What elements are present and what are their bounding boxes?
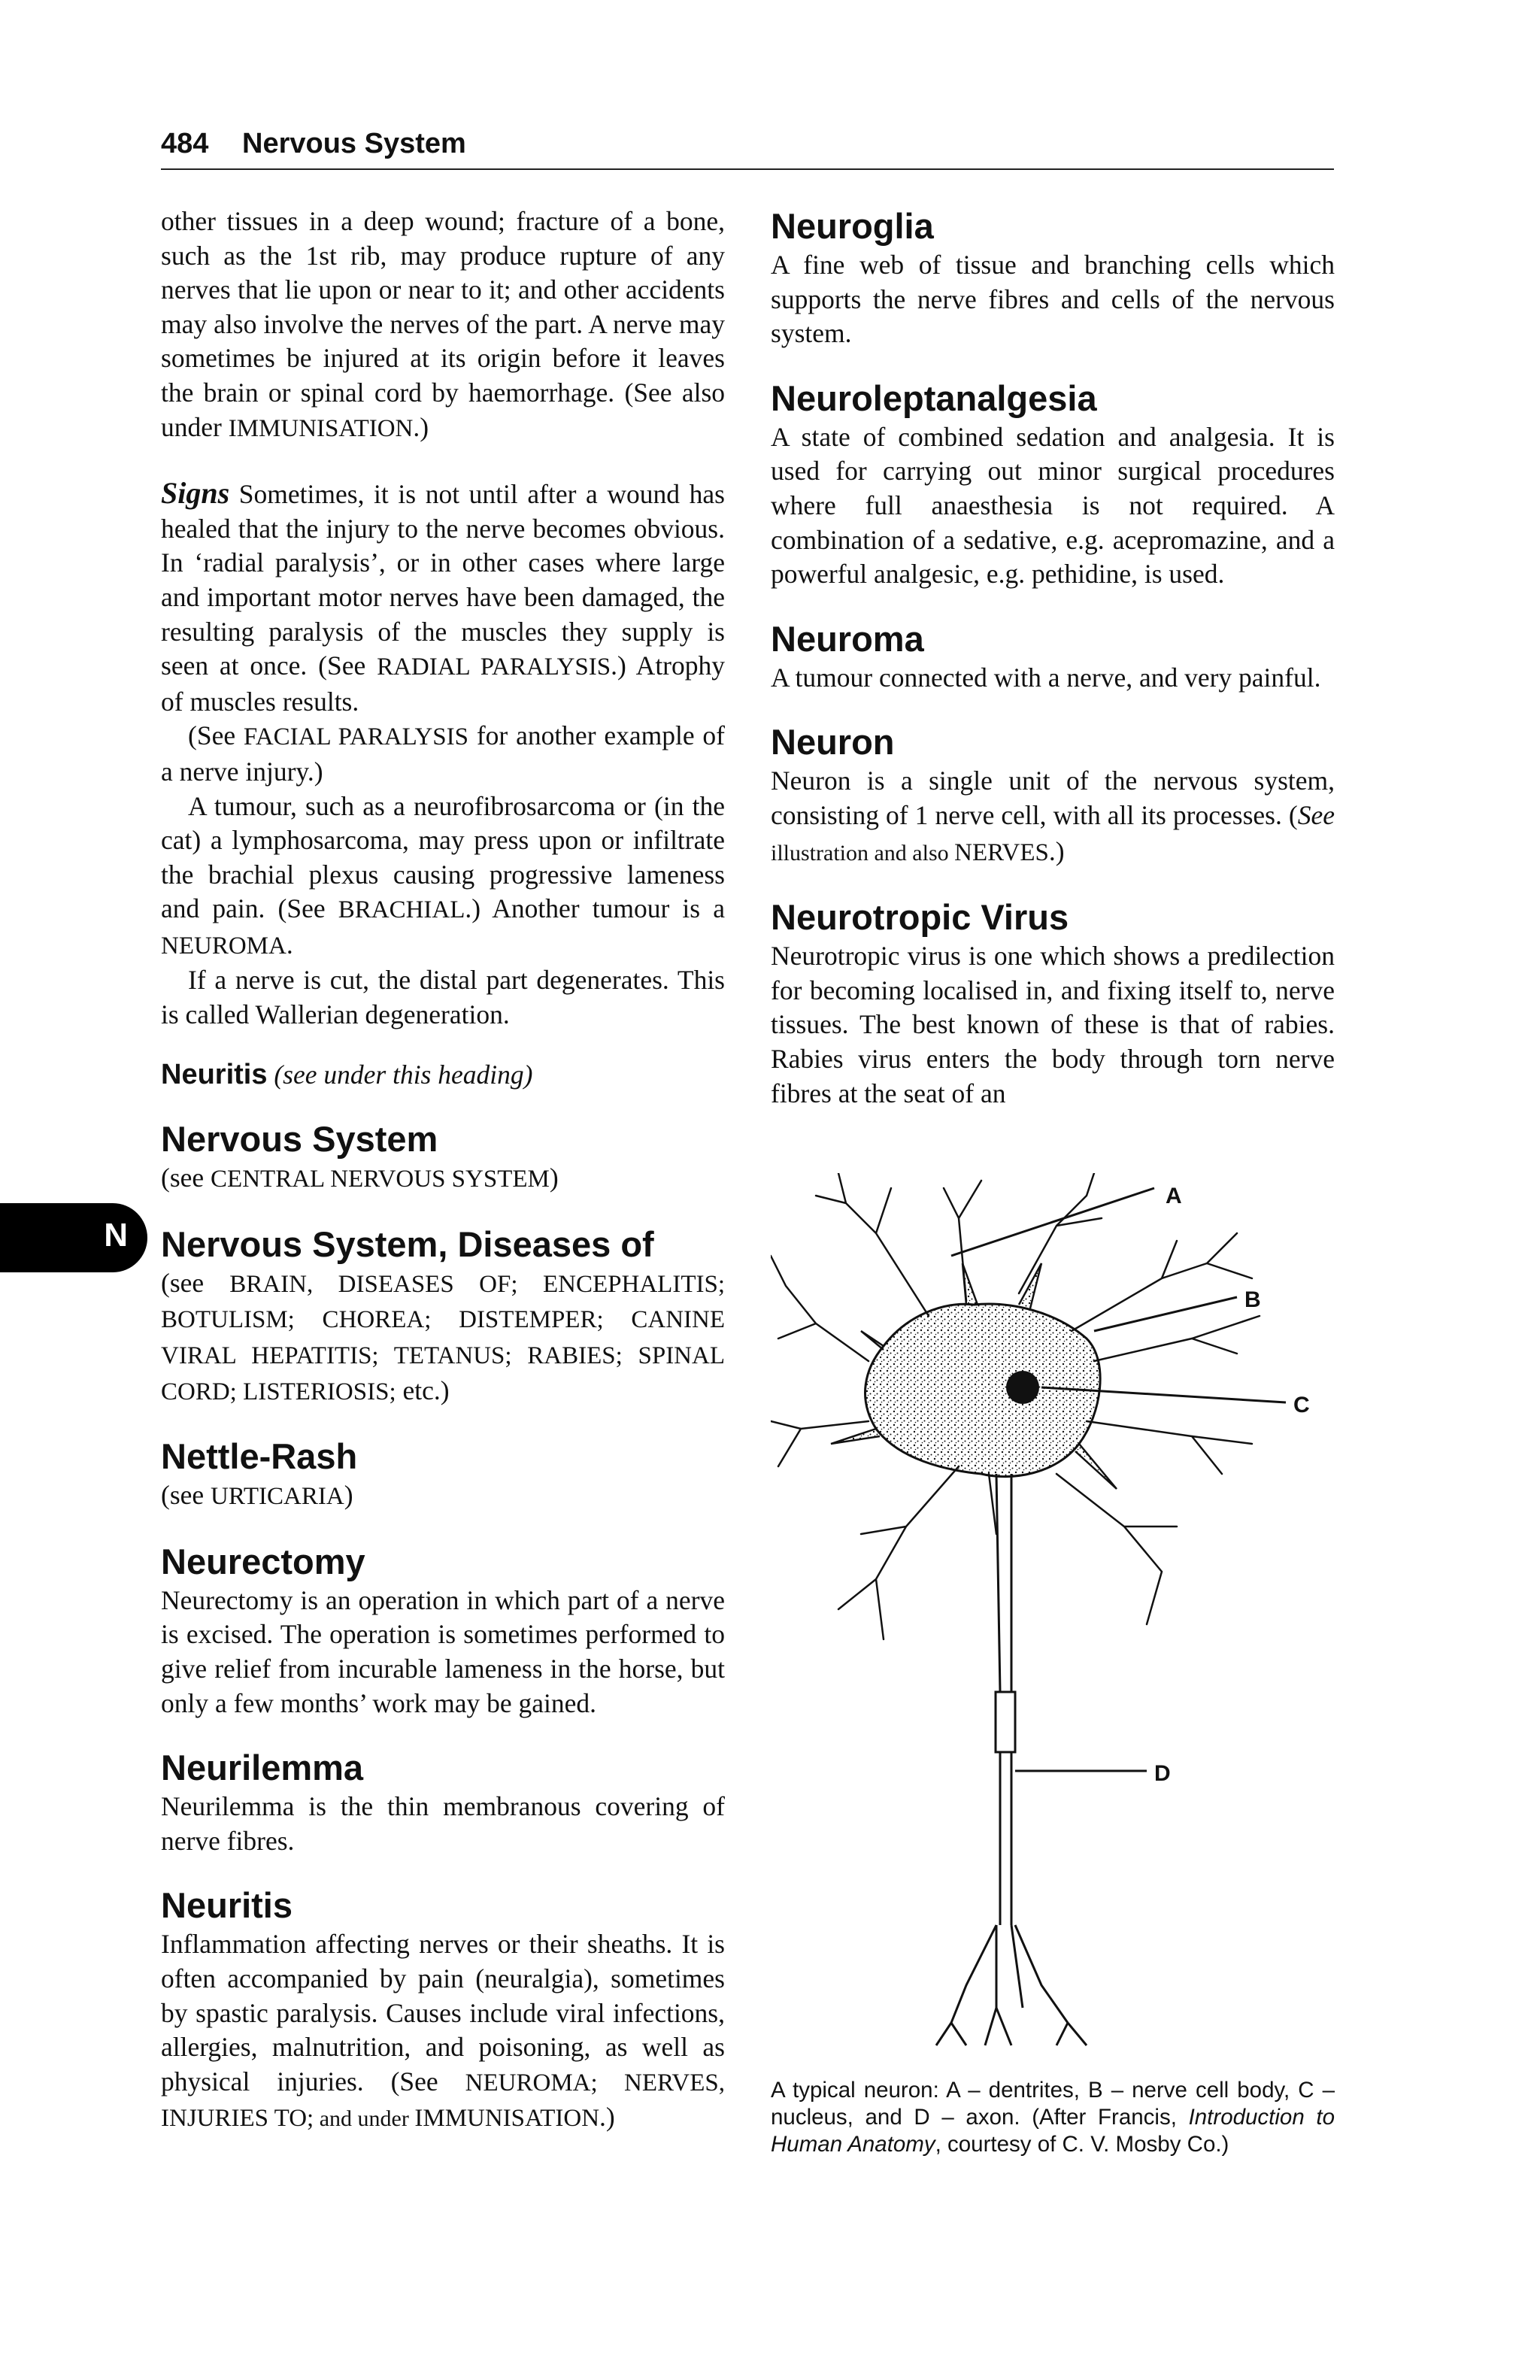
tab-letter: N bbox=[104, 1217, 128, 1254]
label-a: A bbox=[1166, 1184, 1182, 1208]
running-header bbox=[161, 123, 1334, 170]
paragraph-facial: (See FACIAL PARALYSIS for another example of a nerve injury.) bbox=[161, 720, 725, 787]
neuron-illustration bbox=[771, 1173, 1342, 2090]
left-column bbox=[161, 205, 725, 2136]
neuron-drawing bbox=[771, 1173, 1342, 2090]
entry-neuroma: A tumour connected with a nerve, and very painful. bbox=[771, 662, 1321, 693]
entry-nettle-rash: (see URTICARIA) bbox=[161, 1480, 353, 1511]
paragraph-tumour: A tumour, such as a neurofibrosarcoma or (in the cat) a lymphosarcoma, may press upon or infiltrate the brachial plexus causing progressive lameness and pain. (See BRACHIAL.) Another tumour is a NEUROMA. bbox=[161, 790, 725, 960]
label-d: D bbox=[1154, 1761, 1171, 1786]
entry-neurotropic-virus: Neurotropic virus is one which shows a predilection for becoming localised in, and fixing itself to, nerve tissues. The best known of these is that of rabies. Rabies virus enters the body through torn nerve fibres at the seat of an bbox=[771, 941, 1335, 1108]
heading-neurotropic-virus: Neurotropic Virus bbox=[771, 897, 1069, 938]
page-number: 484 bbox=[161, 128, 209, 159]
entry-neuron: Neuron is a single unit of the nervous system, consisting of 1 nerve cell, with all its processes. (See illustration and also NERVES.) bbox=[771, 766, 1335, 866]
axon bbox=[936, 1474, 1087, 2045]
nucleus bbox=[1006, 1371, 1039, 1404]
entry-neuritis: Inflammation affecting nerves or their sheaths. It is often accompanied by pain (neuralgia), sometimes by spastic paralysis. Causes include viral infections, allergies, malnutrition, and poisoning, as well as physical injuries. (See NEUROMA; NERVES, INJURIES TO; and under IMMUNISATION.) bbox=[161, 1929, 725, 2133]
entry-neuritis-crossref: Neuritis (see under this heading) bbox=[161, 1058, 533, 1090]
paragraph-injury: other tissues in a deep wound; fracture of a bone, such as the 1st rib, may produce rupture of any nerves that lie upon or near to it; and other accidents may also involve the nerves of the part. A nerve may sometimes be injured at its origin before it leaves the brain or spinal cord by haemorrhage. (See also under IMMUNISATION.) bbox=[161, 206, 726, 442]
heading-neuritis: Neuritis bbox=[161, 1885, 293, 1926]
heading-neurilemma: Neurilemma bbox=[161, 1748, 364, 1788]
right-column bbox=[771, 205, 1335, 1111]
label-b: B bbox=[1244, 1287, 1261, 1312]
heading-neuroma: Neuroma bbox=[771, 618, 924, 659]
heading-nervous-system-diseases: Nervous System, Diseases of bbox=[161, 1223, 654, 1264]
heading-nettle-rash: Nettle-Rash bbox=[161, 1436, 358, 1477]
label-leaders bbox=[951, 1188, 1286, 1771]
entry-nervous-system: (see CENTRAL NERVOUS SYSTEM) bbox=[161, 1163, 559, 1193]
heading-neuron: Neuron bbox=[771, 722, 895, 763]
entry-neurectomy: Neurectomy is an operation in which part of a nerve is excised. The operation is sometimes performed to give relief from incurable lameness in the horse, but only a few months’ work may be gained. bbox=[161, 1584, 725, 1718]
heading-neurectomy: Neurectomy bbox=[161, 1541, 365, 1581]
heading-nervous-system: Nervous System bbox=[161, 1119, 438, 1160]
heading-neuroleptanalgesia: Neuroleptanalgesia bbox=[771, 377, 1097, 418]
entry-neurilemma: Neurilemma is the thin membranous covering of nerve fibres. bbox=[161, 1791, 725, 1856]
entry-neuroglia: A fine web of tissue and branching cells which supports the nerve fibres and cells of the nervous system. bbox=[771, 250, 1335, 349]
cell-body bbox=[865, 1304, 1101, 1477]
signs-label: Signs bbox=[161, 476, 230, 511]
paragraph-signs: Signs Sometimes, it is not until after a wound has healed that the injury to the nerve becomes obvious. In ‘radial paralysis’, or in other cases where large and important motor nerves have been damaged, the resulting paralysis of the muscles they supply is seen at once. (See RADIAL PARALYSIS.) Atrophy of muscles results. bbox=[161, 476, 725, 717]
thumb-index-tab bbox=[0, 1203, 147, 1272]
running-title: Nervous System bbox=[242, 128, 466, 159]
entry-nervous-system-diseases: (see BRAIN, DISEASES OF; ENCEPHALITIS; BOTULISM; CHOREA; DISTEMPER; CANINE VIRAL HEPATITIS; TETANUS; RABIES; SPINAL CORD; LISTERIOSIS; etc.) bbox=[161, 1267, 725, 1405]
entry-neuroleptanalgesia: A state of combined sedation and analgesia. It is used for carrying out minor surgical procedures where full anaesthesia is not required. A combination of a sedative, e.g. acepromazine, and a powerful analgesic, e.g. pethidine, is used. bbox=[771, 421, 1335, 590]
heading-neuroglia: Neuroglia bbox=[771, 206, 934, 246]
paragraph-wallerian: If a nerve is cut, the distal part degenerates. This is called Wallerian degeneration. bbox=[161, 965, 725, 1030]
label-c: C bbox=[1293, 1393, 1310, 1417]
figure-caption: A typical neuron: A – dentrites, B – nerve cell body, C – nucleus, and D – axon. (After Francis, Introduction to Human Anatomy, courtesy of C. V. Mosby Co.) bbox=[771, 2078, 1335, 2157]
